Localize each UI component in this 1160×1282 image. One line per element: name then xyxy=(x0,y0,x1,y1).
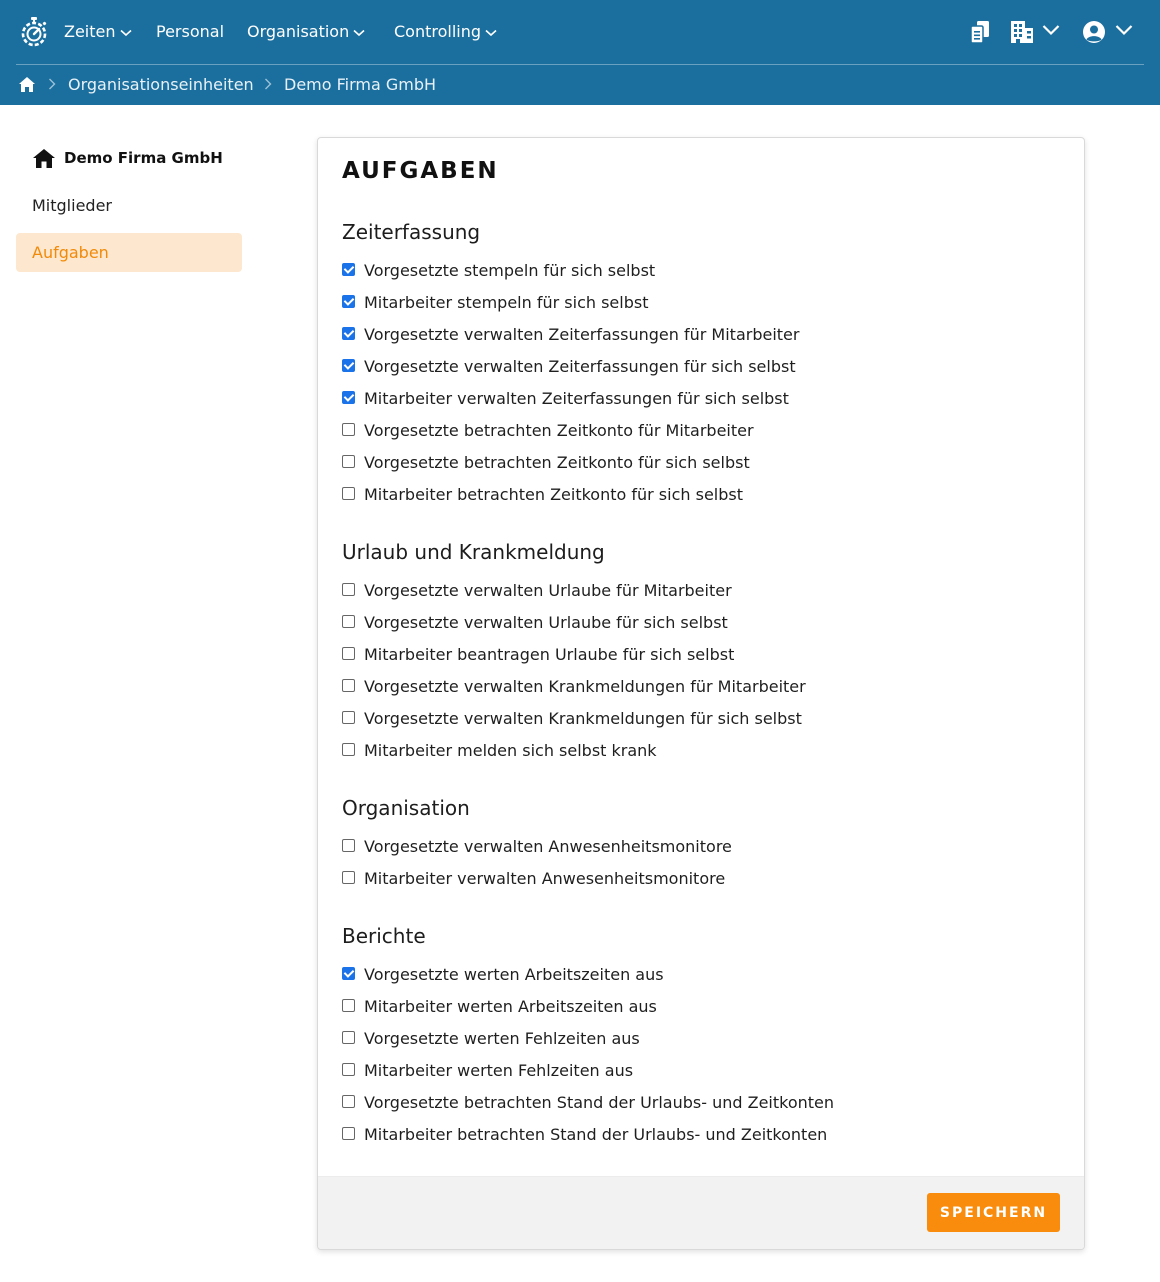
checkbox[interactable] xyxy=(342,423,355,436)
chevron-right-icon xyxy=(48,78,56,90)
permission-option[interactable] xyxy=(342,707,802,731)
user-icon[interactable] xyxy=(1082,20,1106,44)
checkbox[interactable] xyxy=(342,1063,355,1076)
permission-option-label: Mitarbeiter verwalten Zeiterfassungen für sich selbst xyxy=(364,389,789,408)
permission-option[interactable] xyxy=(342,419,754,443)
chevron-down-icon xyxy=(485,29,497,37)
permission-option[interactable] xyxy=(342,835,732,859)
checkbox[interactable] xyxy=(342,647,355,660)
checkbox[interactable] xyxy=(342,999,355,1012)
permission-option[interactable] xyxy=(342,739,657,763)
sidebar-title xyxy=(32,145,223,171)
permission-option-label: Vorgesetzte betrachten Zeitkonto für sich selbst xyxy=(364,453,750,472)
checkbox[interactable] xyxy=(342,871,355,884)
checkbox[interactable] xyxy=(342,679,355,692)
breadcrumb-organisationseinheiten[interactable]: Organisationseinheiten xyxy=(68,75,254,94)
permission-option[interactable] xyxy=(342,291,648,315)
nav-organisation[interactable] xyxy=(247,20,365,44)
checkbox[interactable] xyxy=(342,263,355,276)
permission-option-label: Vorgesetzte verwalten Krankmeldungen für sich selbst xyxy=(364,709,802,728)
section-title: Urlaub und Krankmeldung xyxy=(342,540,605,564)
sidebar-title-label: Demo Firma GmbH xyxy=(64,149,223,167)
permission-option-label: Vorgesetzte stempeln für sich selbst xyxy=(364,261,656,280)
permission-option[interactable] xyxy=(342,355,796,379)
nav-organisation-label: Organisation xyxy=(247,22,350,41)
permission-option-label: Vorgesetzte betrachten Stand der Urlaubs- und Zeitkonten xyxy=(364,1093,835,1112)
checkbox[interactable] xyxy=(342,1031,355,1044)
checkbox[interactable] xyxy=(342,1127,355,1140)
permission-option[interactable] xyxy=(342,1091,834,1115)
tasks-card xyxy=(317,137,1085,1250)
checkbox[interactable] xyxy=(342,359,355,372)
card-title: AUFGABEN xyxy=(342,158,499,184)
permission-option-label: Mitarbeiter beantragen Urlaube für sich selbst xyxy=(364,645,735,664)
sidebar-item-aufgaben[interactable]: Aufgaben xyxy=(16,233,242,272)
permission-option-label: Mitarbeiter betrachten Stand der Urlaubs- und Zeitkonten xyxy=(364,1125,828,1144)
permission-option-label: Mitarbeiter stempeln für sich selbst xyxy=(364,293,649,312)
section-title: Organisation xyxy=(342,796,470,820)
permission-option[interactable] xyxy=(342,259,655,283)
permission-option-label: Mitarbeiter werten Fehlzeiten aus xyxy=(364,1061,634,1080)
chevron-down-icon[interactable] xyxy=(1115,24,1133,36)
permission-option-label: Vorgesetzte werten Arbeitszeiten aus xyxy=(364,965,664,984)
nav-controlling[interactable] xyxy=(394,20,497,44)
main-nav xyxy=(16,0,1144,65)
chevron-right-icon xyxy=(264,78,272,90)
checkbox[interactable] xyxy=(342,295,355,308)
building-icon[interactable] xyxy=(1010,20,1034,44)
permission-option-label: Vorgesetzte verwalten Urlaube für Mitarbeiter xyxy=(364,581,732,600)
permission-option-label: Mitarbeiter verwalten Anwesenheitsmonitore xyxy=(364,869,726,888)
permission-option[interactable] xyxy=(342,1059,633,1083)
checkbox[interactable] xyxy=(342,1095,355,1108)
checkbox[interactable] xyxy=(342,615,355,628)
save-button[interactable]: SPEICHERN xyxy=(927,1193,1060,1232)
top-navigation-bar xyxy=(0,0,1160,105)
checkbox[interactable] xyxy=(342,743,355,756)
permission-option[interactable] xyxy=(342,579,732,603)
permission-option[interactable] xyxy=(342,643,734,667)
permission-option[interactable] xyxy=(342,867,725,891)
home-icon xyxy=(32,148,56,169)
checkbox[interactable] xyxy=(342,391,355,404)
sidebar-item-mitglieder[interactable]: Mitglieder xyxy=(32,196,112,215)
permission-option[interactable] xyxy=(342,451,750,475)
permission-option-label: Vorgesetzte verwalten Krankmeldungen für Mitarbeiter xyxy=(364,677,806,696)
home-icon[interactable] xyxy=(18,76,36,93)
permission-option-label: Vorgesetzte verwalten Zeiterfassungen für Mitarbeiter xyxy=(364,325,800,344)
permission-option[interactable] xyxy=(342,323,799,347)
checkbox[interactable] xyxy=(342,583,355,596)
permission-option[interactable] xyxy=(342,1027,640,1051)
stopwatch-logo-icon[interactable] xyxy=(18,16,50,48)
permission-option-label: Vorgesetzte werten Fehlzeiten aus xyxy=(364,1029,640,1048)
checkbox[interactable] xyxy=(342,839,355,852)
nav-personal[interactable] xyxy=(156,20,224,44)
checkbox[interactable] xyxy=(342,455,355,468)
checkbox[interactable] xyxy=(342,327,355,340)
permission-option-label: Mitarbeiter werten Arbeitszeiten aus xyxy=(364,997,657,1016)
nav-personal-label: Personal xyxy=(156,22,225,41)
documents-icon[interactable] xyxy=(969,20,991,44)
permission-option-label: Vorgesetzte verwalten Urlaube für sich selbst xyxy=(364,613,728,632)
permission-option-label: Vorgesetzte verwalten Zeiterfassungen für sich selbst xyxy=(364,357,796,376)
permission-option[interactable] xyxy=(342,995,657,1019)
chevron-down-icon xyxy=(120,29,132,37)
section-title: Berichte xyxy=(342,924,426,948)
nav-zeiten[interactable] xyxy=(64,20,132,44)
permission-option[interactable] xyxy=(342,1123,827,1147)
chevron-down-icon xyxy=(353,29,365,37)
checkbox[interactable] xyxy=(342,711,355,724)
checkbox[interactable] xyxy=(342,967,355,980)
permission-option-label: Mitarbeiter melden sich selbst krank xyxy=(364,741,657,760)
breadcrumb-demo-firma[interactable]: Demo Firma GmbH xyxy=(284,75,437,94)
permission-option-label: Vorgesetzte betrachten Zeitkonto für Mitarbeiter xyxy=(364,421,754,440)
permission-option-label: Mitarbeiter betrachten Zeitkonto für sich selbst xyxy=(364,485,743,504)
chevron-down-icon[interactable] xyxy=(1042,24,1060,36)
permission-option-label: Vorgesetzte verwalten Anwesenheitsmonitore xyxy=(364,837,732,856)
permission-option[interactable] xyxy=(342,675,806,699)
section-title: Zeiterfassung xyxy=(342,220,481,244)
card-footer xyxy=(318,1176,1084,1249)
permission-option[interactable] xyxy=(342,387,789,411)
nav-zeiten-label: Zeiten xyxy=(64,22,116,41)
checkbox[interactable] xyxy=(342,487,355,500)
permission-option[interactable] xyxy=(342,963,664,987)
permission-option[interactable] xyxy=(342,611,728,635)
breadcrumb xyxy=(16,65,1144,105)
permission-option[interactable] xyxy=(342,483,743,507)
nav-controlling-label: Controlling xyxy=(394,22,482,41)
